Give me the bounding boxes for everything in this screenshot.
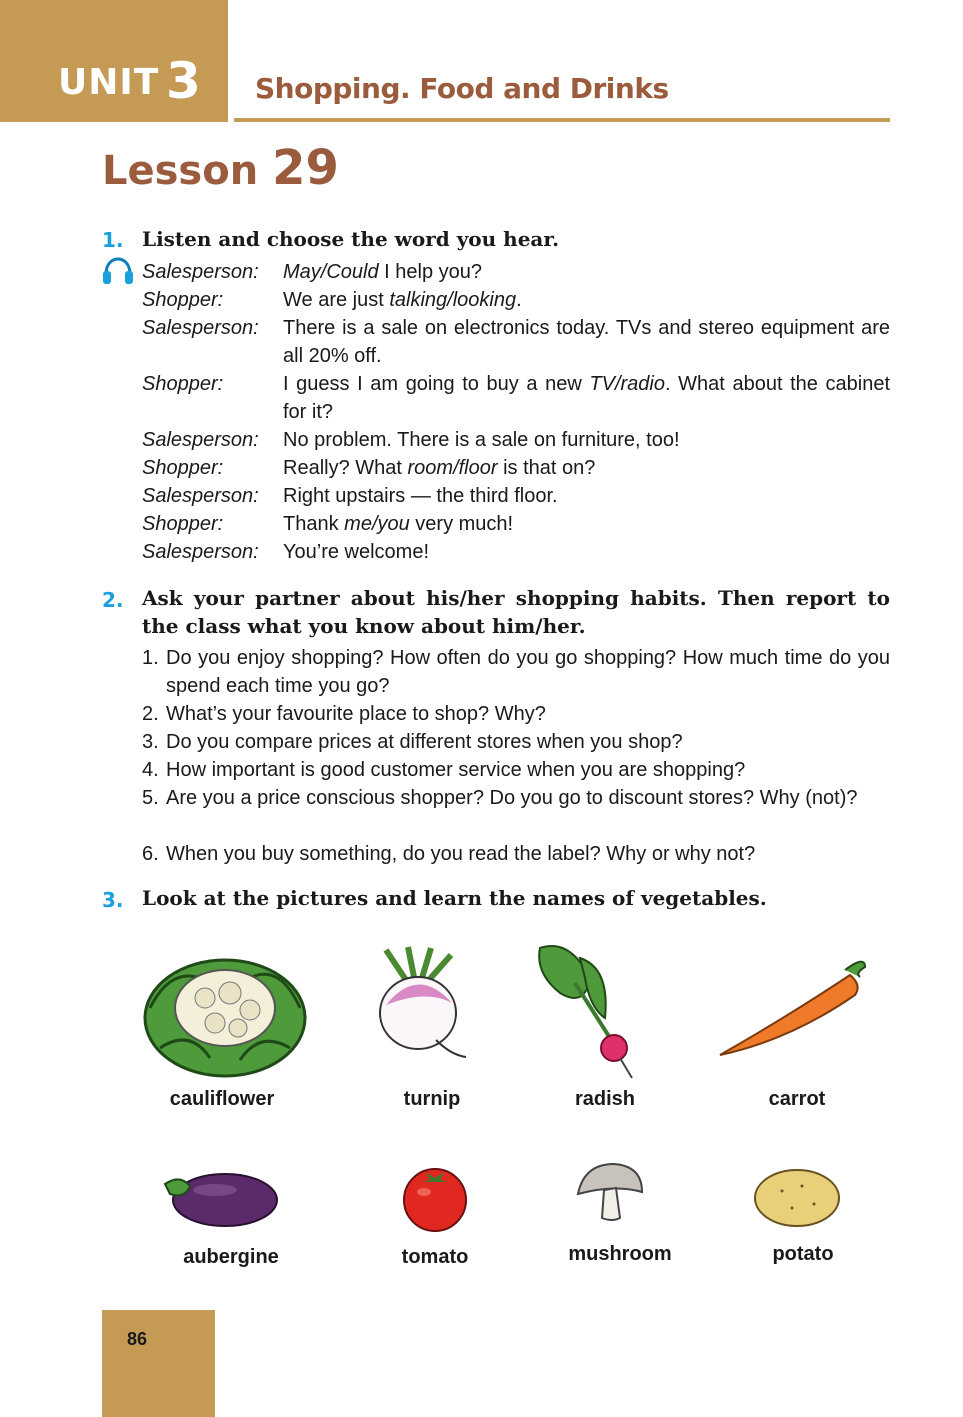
mushroom-icon bbox=[574, 1156, 646, 1226]
cauliflower-icon bbox=[140, 938, 310, 1080]
dialogue-phrase: There is a sale on electronics today. TVs and stereo equipment are all 20% off. bbox=[283, 317, 890, 367]
dialogue-text bbox=[283, 370, 890, 426]
dialogue-phrase: I guess I am going to buy a new bbox=[283, 373, 590, 395]
vegetable-label-carrot: carrot bbox=[768, 1088, 826, 1110]
question-number: 1. bbox=[142, 647, 159, 669]
dialogue-phrase: I help you? bbox=[378, 261, 483, 283]
dialogue-phrase: . What about the cabinet for it? bbox=[283, 373, 891, 423]
carrot-icon bbox=[710, 955, 870, 1067]
exercise-2-number: 2. bbox=[102, 588, 124, 612]
dialogue-text bbox=[283, 314, 890, 370]
question-text: How important is good customer service when you are shopping? bbox=[166, 759, 746, 781]
page-number: 86 bbox=[127, 1329, 148, 1349]
exercise-1-title: Listen and choose the word you hear. bbox=[142, 227, 560, 251]
dialogue-text bbox=[283, 286, 890, 314]
vegetable-label-aubergine: aubergine bbox=[183, 1246, 279, 1268]
dialogue-speaker: Salesperson: bbox=[142, 541, 259, 563]
word-choice[interactable]: May/Could bbox=[283, 261, 379, 283]
question-text: When you buy something, do you read the label? Why or why not? bbox=[166, 843, 756, 865]
question-text: What’s your favourite place to shop? Why? bbox=[166, 703, 546, 725]
dialogue-phrase: Thank bbox=[283, 513, 345, 535]
vegetable-label-cauliflower: cauliflower bbox=[169, 1088, 275, 1110]
exercise-1-number: 1. bbox=[102, 228, 124, 252]
unit-title: Shopping. Food and Drinks bbox=[255, 72, 669, 105]
dialogue-text bbox=[283, 426, 890, 454]
dialogue-phrase: You’re welcome! bbox=[283, 541, 430, 563]
question-text: Do you enjoy shopping? How often do you go shopping? How much time do you spend each time you go? bbox=[166, 647, 890, 697]
dialogue-speaker: Shopper: bbox=[142, 457, 224, 479]
dialogue-phrase: is that on? bbox=[497, 457, 596, 479]
dialogue-phrase: . bbox=[516, 289, 522, 311]
exercise-3-title: Look at the pictures and learn the names of vegetables. bbox=[142, 886, 767, 910]
dialogue-phrase: Right upstairs — the third floor. bbox=[283, 485, 558, 507]
question-text: Are you a price conscious shopper? Do you go to discount stores? Why (not)? bbox=[166, 787, 858, 809]
question-number: 4. bbox=[142, 759, 159, 781]
question-number: 3. bbox=[142, 731, 159, 753]
dialogue-speaker: Shopper: bbox=[142, 289, 224, 311]
aubergine-icon bbox=[160, 1164, 280, 1230]
page-number-box bbox=[102, 1310, 215, 1417]
dialogue-speaker: Salesperson: bbox=[142, 429, 259, 451]
dialogue-speaker: Shopper: bbox=[142, 373, 224, 395]
potato-icon bbox=[752, 1166, 842, 1230]
word-choice[interactable]: TV/radio bbox=[589, 373, 665, 395]
dialogue-text bbox=[283, 454, 890, 482]
lesson-number: 29 bbox=[272, 140, 339, 196]
tomato-icon bbox=[398, 1162, 472, 1232]
dialogue-text bbox=[283, 482, 890, 510]
vegetable-label-radish: radish bbox=[574, 1088, 636, 1110]
dialogue-phrase: No problem. There is a sale on furniture, too! bbox=[283, 429, 680, 451]
vegetable-label-tomato: tomato bbox=[401, 1246, 469, 1268]
header-rule bbox=[234, 118, 890, 122]
lesson-label: Lesson bbox=[102, 148, 259, 194]
dialogue-speaker: Salesperson: bbox=[142, 317, 259, 339]
question-text: Do you compare prices at different stores when you shop? bbox=[166, 731, 683, 753]
vegetable-label-mushroom: mushroom bbox=[568, 1243, 672, 1265]
dialogue-phrase: We are just bbox=[283, 289, 390, 311]
unit-label: UNIT bbox=[58, 62, 160, 103]
question-number: 6. bbox=[142, 843, 159, 865]
dialogue-speaker: Salesperson: bbox=[142, 261, 259, 283]
lesson-title bbox=[102, 140, 339, 196]
word-choice[interactable]: room/floor bbox=[407, 457, 498, 479]
dialogue-phrase: very much! bbox=[409, 513, 514, 535]
radish-icon bbox=[530, 938, 640, 1080]
dialogue-text bbox=[283, 510, 890, 538]
dialogue-phrase: Really? What bbox=[283, 457, 408, 479]
word-choice[interactable]: talking/looking bbox=[389, 289, 517, 311]
unit-number: 3 bbox=[166, 52, 201, 110]
turnip-icon bbox=[366, 945, 472, 1067]
question-number: 5. bbox=[142, 787, 159, 809]
headphones-icon[interactable] bbox=[102, 256, 134, 286]
dialogue-speaker: Shopper: bbox=[142, 513, 224, 535]
question-number: 2. bbox=[142, 703, 159, 725]
vegetable-label-turnip: turnip bbox=[403, 1088, 461, 1110]
exercise-2-title: Ask your partner about his/her shopping habits. Then report to the class what you know about him/her. bbox=[142, 586, 890, 638]
vegetable-label-potato: potato bbox=[772, 1243, 834, 1265]
word-choice[interactable]: me/you bbox=[344, 513, 410, 535]
exercise-3-number: 3. bbox=[102, 888, 124, 912]
dialogue-text bbox=[283, 538, 890, 566]
dialogue-speaker: Salesperson: bbox=[142, 485, 259, 507]
dialogue-text bbox=[283, 258, 890, 286]
